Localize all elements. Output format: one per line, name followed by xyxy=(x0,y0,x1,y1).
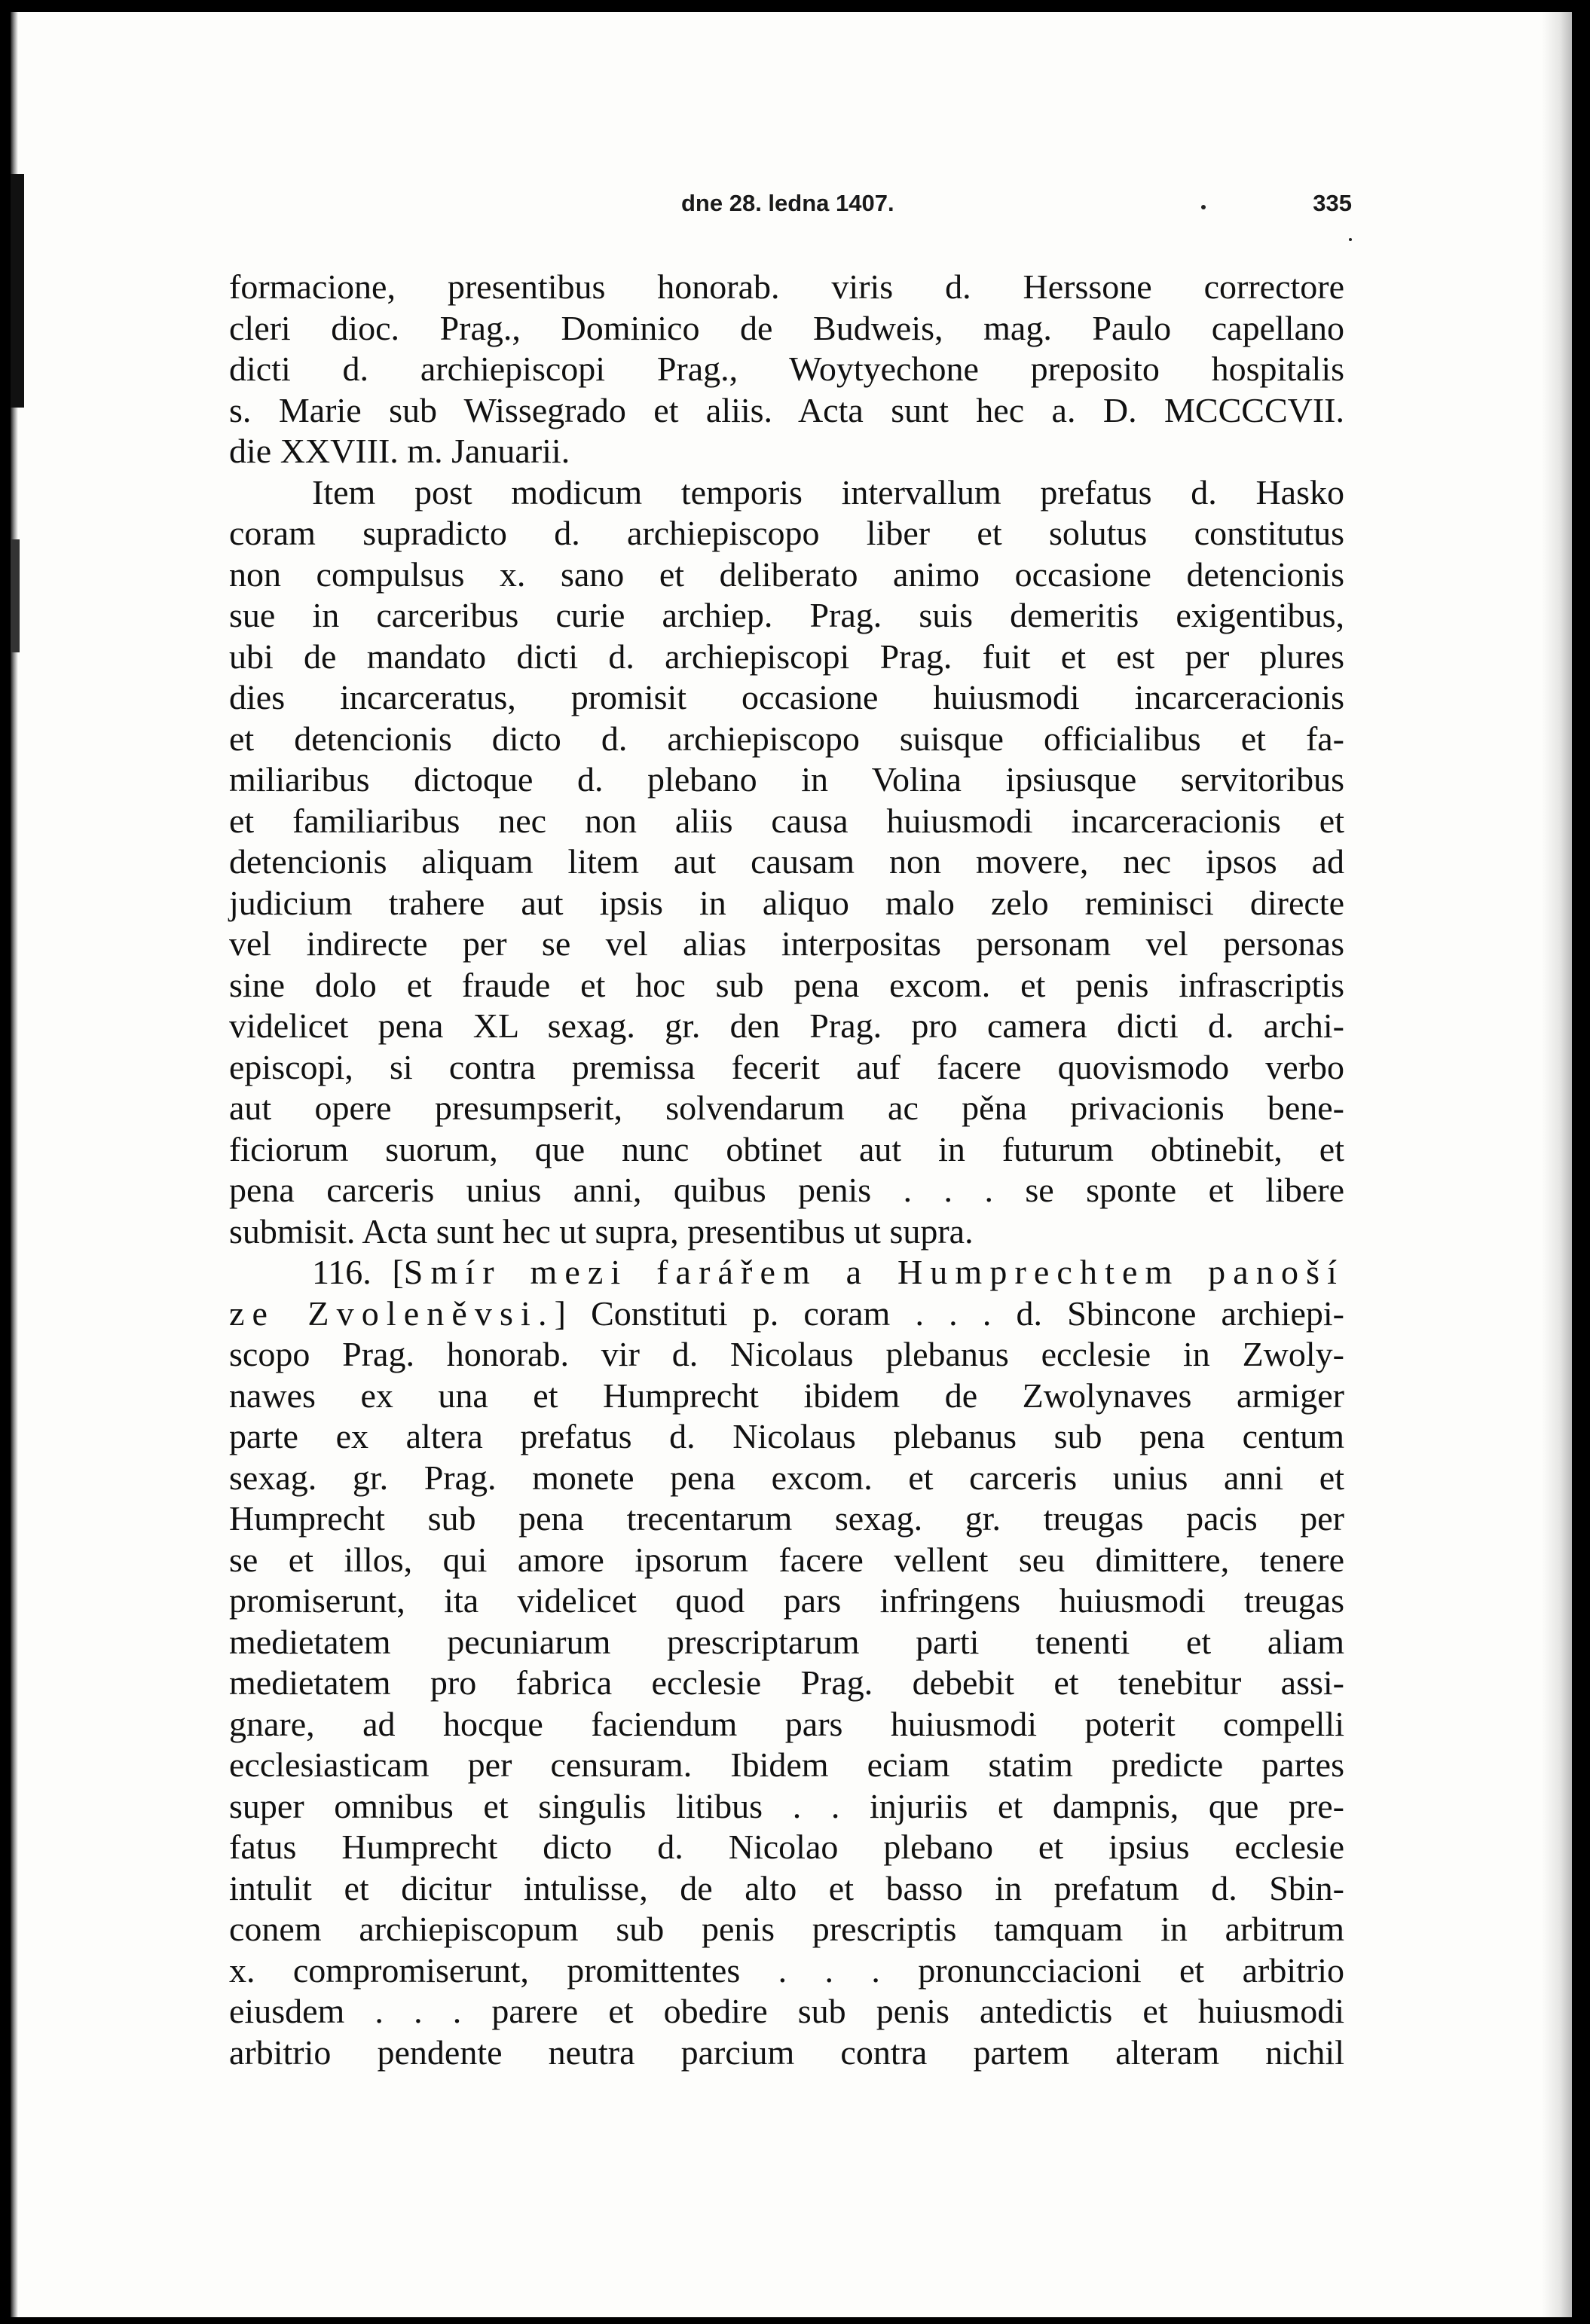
text-line: ecclesiasticam per censuram. Ibidem eciam statim predicte partes xyxy=(229,1745,1344,1784)
text-line: Humprecht sub pena trecentarum sexag. gr. treugas pacis per xyxy=(229,1499,1344,1538)
text-line: ubi de mandato dicti d. archiepiscopi Prag. fuit et est per plures xyxy=(229,637,1344,676)
text-line: et detencionis dicto d. archiepiscopo suisque officialibus et fa- xyxy=(229,719,1344,758)
text-line: super omnibus et singulis litibus . . injuriis et dampnis, que pre- xyxy=(229,1786,1344,1825)
text-line: ficiorum suorum, que nunc obtinet aut in futurum obtinebit, et xyxy=(229,1129,1344,1168)
text-line: die XXVIII. m. Januarii. xyxy=(229,432,570,470)
text-line: scopo Prag. honorab. vir d. Nicolaus plebanus ecclesie in Zwoly- xyxy=(229,1335,1344,1373)
text-line: et familiaribus nec non aliis causa huiusmodi incarceracionis et xyxy=(229,801,1344,840)
page-edge-shade xyxy=(1542,12,1572,2317)
entry-heading: Smír mezi farářem a Humprechtem panoší xyxy=(403,1253,1344,1291)
text-line: fatus Humprecht dicto d. Nicolao plebano et ipsius ecclesie xyxy=(229,1828,1344,1866)
text-line: intulit et dicitur intulisse, de alto et basso in prefatum d. Sbin- xyxy=(229,1868,1344,1907)
entry-heading-continued: ze Zvoleněvsi. xyxy=(229,1293,555,1333)
entry-number: 116. xyxy=(312,1253,372,1291)
text-line: detencionis aliquam litem aut causam non movere, nec ipsos ad xyxy=(229,842,1344,881)
text-line: sine dolo et fraude et hoc sub pena excom. et penis infrascriptis xyxy=(229,965,1344,1004)
text-line: eiusdem . . . parere et obedire sub penis antedictis et huiusmodi xyxy=(229,1992,1344,2030)
paragraph-block xyxy=(229,267,1344,1252)
page-number: 335 xyxy=(1313,190,1352,216)
text-line: s. Marie sub Wissegrado et aliis. Acta sunt hec a. D. MCCCCVII. xyxy=(229,390,1344,429)
text-line: conem archiepiscopum sub penis prescriptis tamquam in arbitrum xyxy=(229,1910,1344,1948)
text-line: pena carceris unius anni, quibus penis . . . se sponte et libere xyxy=(229,1171,1344,1209)
text-line: arbitrio pendente neutra parcium contra partem alteram nichil xyxy=(229,2032,1344,2072)
binding-mark xyxy=(11,174,24,408)
entry-text-start: Constituti p. coram . . . d. Sbincone archiepi- xyxy=(591,1293,1344,1333)
text-line: non compulsus x. sano et deliberato animo occasione detencionis xyxy=(229,554,1344,594)
text-line: cleri dioc. Prag., Dominico de Budweis, mag. Paulo capellano xyxy=(229,308,1344,347)
text-line: videlicet pena XL sexag. gr. den Prag. pro camera dicti d. archi- xyxy=(229,1006,1344,1045)
text-line: medietatem pro fabrica ecclesie Prag. debebit et tenebitur assi- xyxy=(229,1663,1344,1702)
book-page xyxy=(11,12,1572,2317)
text-line: Item post modicum temporis intervallum prefatus d. Hasko xyxy=(312,472,1344,512)
text-line: sexag. gr. Prag. monete pena excom. et carceris unius anni et xyxy=(229,1458,1344,1497)
text-line: x. compromiserunt, promittentes . . . pronuncciacioni et arbitrio xyxy=(229,1950,1344,1990)
running-head-title: dne 28. ledna 1407. xyxy=(681,190,894,216)
text-line: promiserunt, ita videlicet quod pars infringens huiusmodi treugas xyxy=(229,1581,1344,1620)
text-line: judicium trahere aut ipsis in aliquo malo zelo reminisci directe xyxy=(229,883,1344,922)
speck xyxy=(1349,238,1352,241)
text-line: gnare, ad hocque faciendum pars huiusmodi poterit compelli xyxy=(229,1704,1344,1743)
text-line: nawes ex una et Humprecht ibidem de Zwolynaves armiger xyxy=(229,1376,1344,1415)
text-line: se et illos, qui amore ipsorum facere vellent seu dimittere, tenere xyxy=(229,1540,1344,1579)
entry-116-heading-line-2 xyxy=(229,1293,1344,1335)
running-head xyxy=(229,190,1352,232)
text-line: aut opere presumpserit, solvendarum ac pěna privacionis bene- xyxy=(229,1089,1344,1127)
text-line: submisit. Acta sunt hec ut supra, presentibus ut supra. xyxy=(229,1211,974,1251)
text-line: miliaribus dictoque d. plebano in Volina ipsiusque servitoribus xyxy=(229,760,1344,799)
text-line: dies incarceratus, promisit occasione huiusmodi incarceracionis xyxy=(229,678,1344,716)
text-line: sue in carceribus curie archiep. Prag. suis demeritis exigentibus, xyxy=(229,596,1344,634)
text-line: coram supradicto d. archiepiscopo liber et solutus constitutus xyxy=(229,514,1344,552)
text-line: episcopi, si contra premissa fecerit auf facere quovismodo verbo xyxy=(229,1047,1344,1086)
binding-mark xyxy=(11,539,20,652)
entry-116-heading-line-1 xyxy=(229,1252,1344,1293)
document-body xyxy=(229,267,1344,2073)
text-line: formacione, presentibus honorab. viris d. Herssone correctore xyxy=(229,267,1344,306)
text-line: parte ex altera prefatus d. Nicolaus plebanus sub pena centum xyxy=(229,1417,1344,1455)
heading-close-bracket: ] xyxy=(554,1293,566,1333)
text-line: dicti d. archiepiscopi Prag., Woytyechone preposito hospitalis xyxy=(229,350,1344,388)
text-line: medietatem pecuniarum prescriptarum parti tenenti et aliam xyxy=(229,1622,1344,1661)
heading-open-bracket: [ xyxy=(392,1253,404,1291)
text-line: vel indirecte per se vel alias interpositas personam vel personas xyxy=(229,924,1344,963)
entry-text-block xyxy=(229,1334,1344,2073)
